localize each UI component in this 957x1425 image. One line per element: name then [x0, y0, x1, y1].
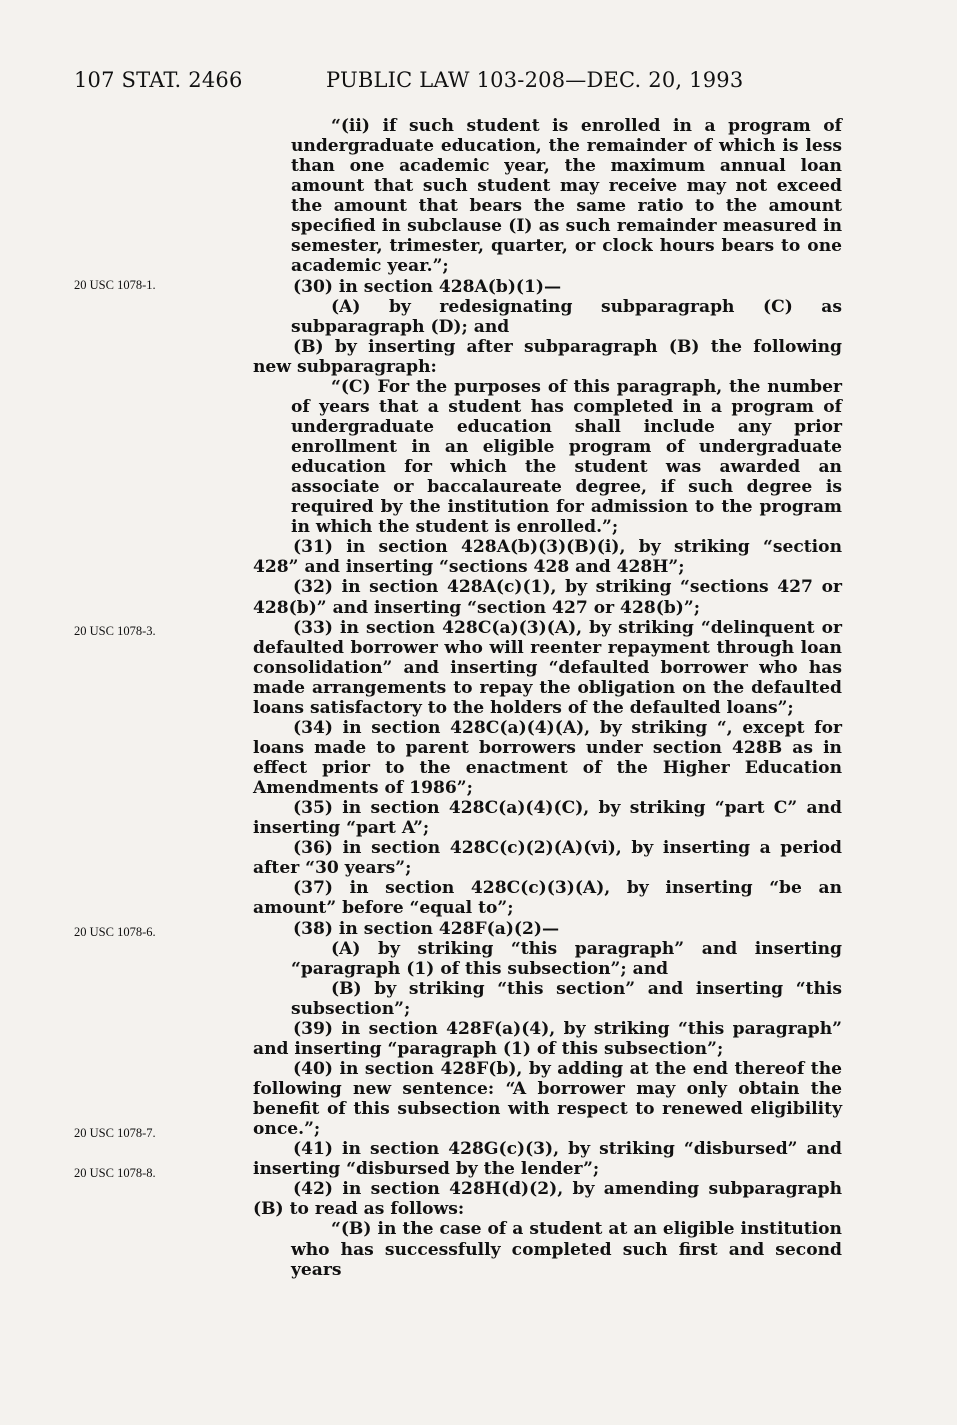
- margin-note: 20 USC 1078-6.: [74, 925, 156, 939]
- paragraph: (38) in section 428F(a)(2)—: [293, 918, 560, 939]
- body-text: [253, 116, 842, 1280]
- margin-note: 20 USC 1078-3.: [74, 624, 156, 638]
- paragraph: (34) in section 428C(a)(4)(A), by striking “, except for loans made to parent borrowers under section 428B as in effect prior to the enactment of the Higher Education Amendments of 1986”;: [253, 717, 842, 799]
- paragraph: “(C) For the purposes of this paragraph, the number of years that a student has completed in a program of undergraduate education shall include any prior enrollment in an eligible program of undergraduate education for which the student was awarded an associate or baccalaureate degree, if such degree is required by the institution for admission to the program in which the student is enrolled.”;: [291, 376, 842, 538]
- paragraph: (32) in section 428A(c)(1), by striking “sections 427 or 428(b)” and inserting “section 427 or 428(b)”;: [253, 577, 842, 618]
- paragraph: (42) in section 428H(d)(2), by amending subparagraph (B) to read as follows:: [253, 1179, 842, 1220]
- paragraph: (30) in section 428A(b)(1)—: [293, 276, 562, 297]
- paragraph: (41) in section 428G(c)(3), by striking “disbursed” and inserting “disbursed by the lender”;: [253, 1139, 842, 1180]
- paragraph: (B) by inserting after subparagraph (B) the following new subparagraph:: [253, 336, 842, 377]
- paragraph: (31) in section 428A(b)(3)(B)(i), by striking “section 428” and inserting “sections 428 and 428H”;: [253, 537, 842, 578]
- law-title: PUBLIC LAW 103-208—DEC. 20, 1993: [326, 68, 744, 92]
- margin-note: 20 USC 1078-7.: [74, 1126, 156, 1140]
- paragraph: (35) in section 428C(a)(4)(C), by striking “part C” and inserting “part A”;: [253, 798, 842, 839]
- paragraph: (40) in section 428F(b), by adding at the end thereof the following new sentence: “A borrower may only obtain the benefit of this subsection with respect to renewed eligibility once.”;: [253, 1058, 842, 1140]
- paragraph: “(ii) if such student is enrolled in a program of undergraduate education, the remainder of which is less than one academic year, the maximum annual loan amount that such student may receive may not exceed the amount that bears the same ratio to the amount specified in subclause (I) as such remainder measured in semester, trimester, quarter, or clock hours bears to one academic year.”;: [291, 116, 842, 277]
- paragraph: (33) in section 428C(a)(3)(A), by striking “delinquent or defaulted borrower who will reenter repayment through loan consolidation” and inserting “defaulted borrower who has made arrangements to repay the obligation on the defaulted loans satisfactory to the holders of the defaulted loans”;: [253, 617, 842, 718]
- paragraph: (B) by striking “this section” and inserting “this subsection”;: [291, 978, 842, 1019]
- paragraph: (36) in section 428C(c)(2)(A)(vi), by inserting a period after “30 years”;: [253, 838, 842, 879]
- paragraph: (39) in section 428F(a)(4), by striking “this paragraph” and inserting “paragraph (1) of this subsection”;: [253, 1018, 842, 1059]
- paragraph: (37) in section 428C(c)(3)(A), by inserting “be an amount” before “equal to”;: [253, 878, 842, 919]
- page-reference: 107 STAT. 2466: [74, 68, 243, 92]
- paragraph: (A) by striking “this paragraph” and inserting “paragraph (1) of this subsection”; and: [291, 938, 842, 979]
- margin-note: 20 USC 1078-1.: [74, 278, 156, 292]
- paragraph: (A) by redesignating subparagraph (C) as subparagraph (D); and: [291, 296, 842, 337]
- margin-note: 20 USC 1078-8.: [74, 1166, 156, 1180]
- paragraph: “(B) in the case of a student at an eligible institution who has successfully completed such first and second years: [291, 1219, 842, 1280]
